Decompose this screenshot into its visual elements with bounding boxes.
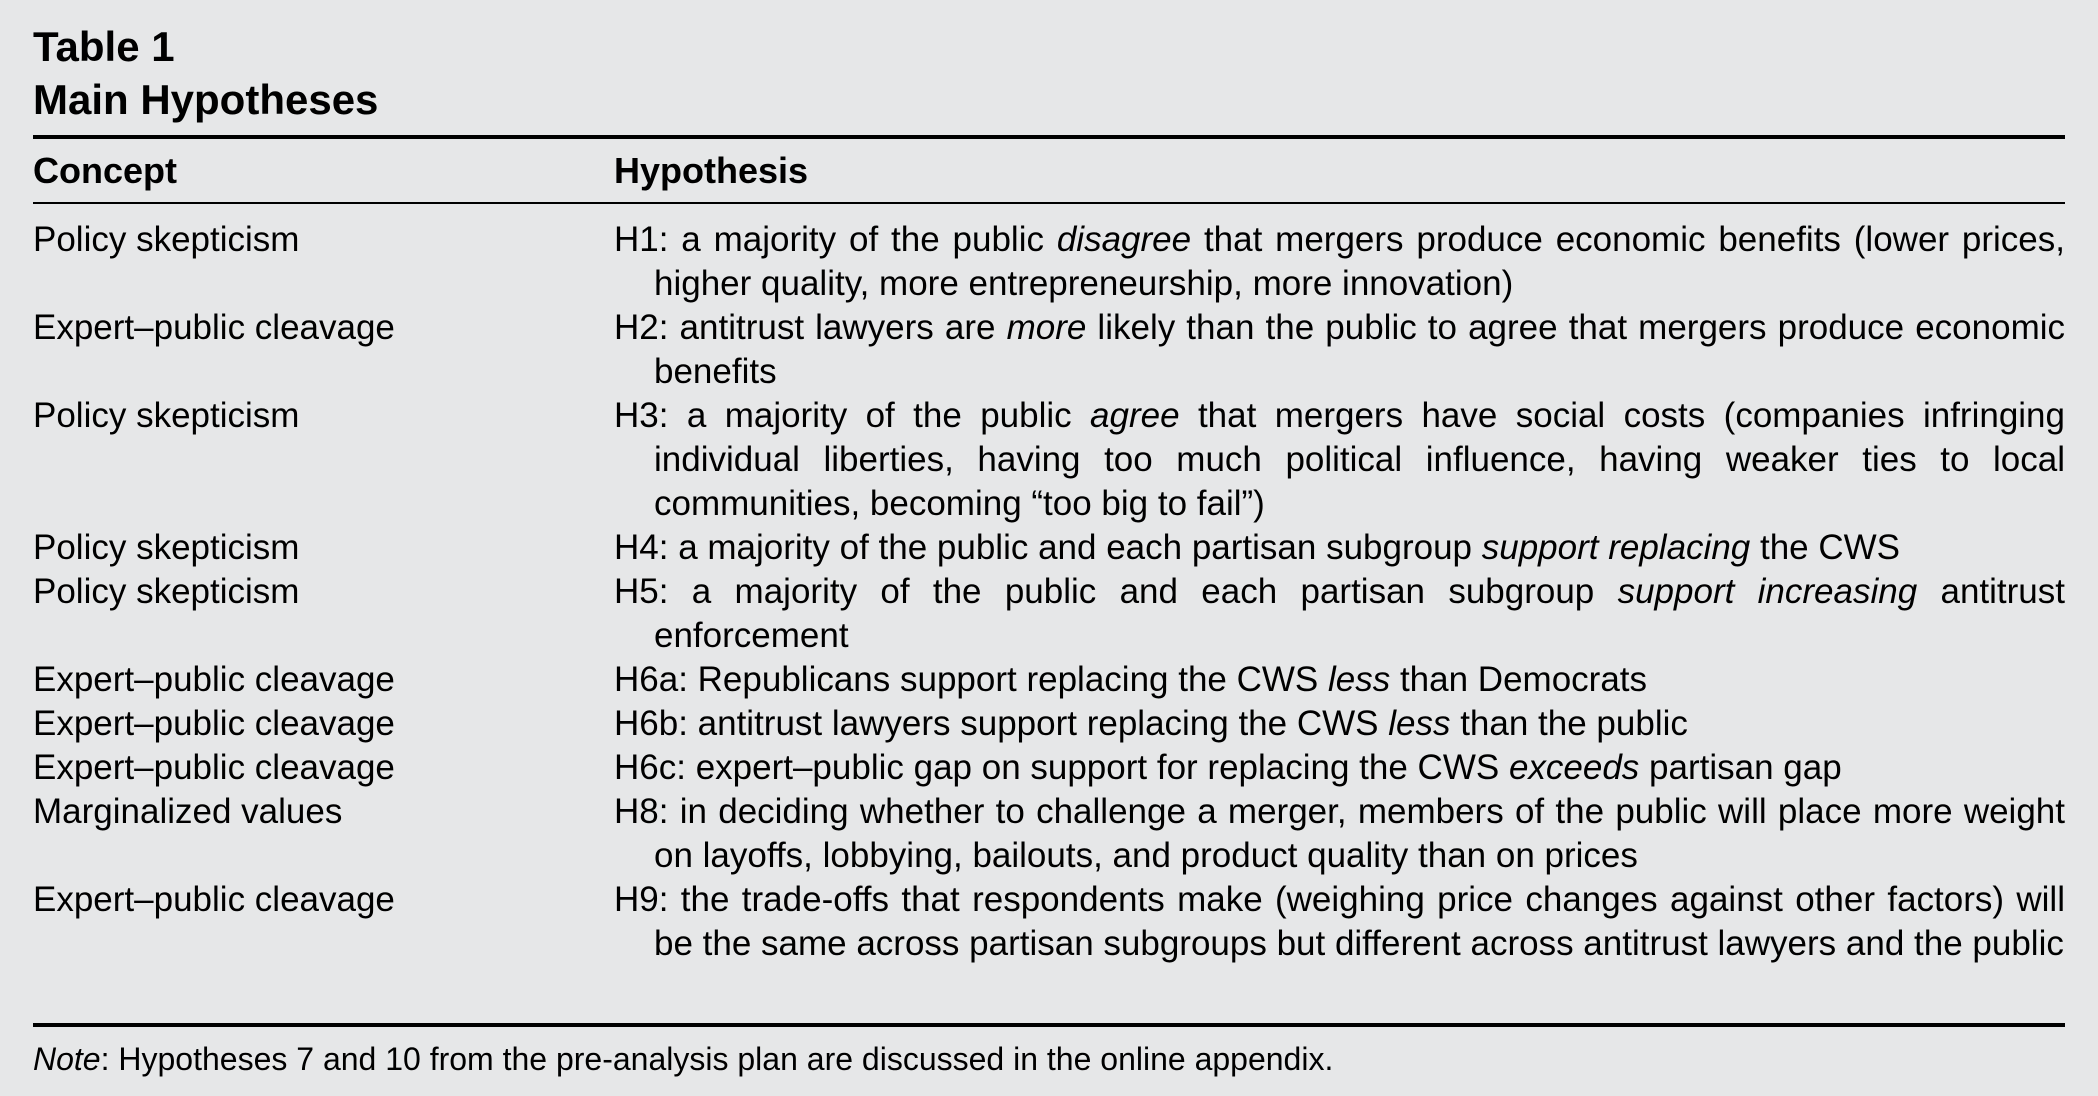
table-row: [33, 746, 2065, 790]
table-body: [33, 218, 2065, 966]
concept-cell: Policy skepticism: [33, 528, 300, 567]
note-text: : Hypotheses 7 and 10 from the pre-analysis plan are discussed in the online appendix.: [100, 1041, 1334, 1077]
table-row: [33, 702, 2065, 746]
hypothesis-cell: [614, 658, 2065, 702]
hypothesis-text: H1: a majority of the public: [614, 220, 1057, 259]
hypothesis-emphasis: more: [1006, 308, 1087, 347]
hypothesis-cell: [614, 746, 2065, 790]
hypothesis-cell: [614, 218, 2065, 306]
table-row: [33, 218, 2065, 306]
top-rule: [33, 135, 2065, 139]
hypothesis-text: H4: a majority of the public and each partisan subgroup: [614, 528, 1482, 567]
concept-cell: Expert–public cleavage: [33, 704, 395, 743]
hypothesis-text: than Democrats: [1390, 660, 1648, 699]
concept-cell: Expert–public cleavage: [33, 748, 395, 787]
hypothesis-emphasis: exceeds: [1508, 748, 1640, 787]
hypothesis-cell: [614, 394, 2065, 526]
hypothesis-text: H6c: expert–public gap on support for replacing the CWS: [614, 748, 1509, 787]
hypothesis-text: H6a: Republicans support replacing the CWS: [614, 660, 1328, 699]
hypothesis-emphasis: support replacing: [1481, 528, 1751, 567]
hypothesis-emphasis: less: [1388, 704, 1451, 743]
table-row: [33, 570, 2065, 658]
note-label: Note: [33, 1041, 101, 1077]
hypothesis-text: that mergers produce economic benefits (lower prices, higher quality, more entrepreneurship, more innovation): [654, 220, 2065, 303]
hypothesis-cell: [614, 526, 2065, 570]
concept-cell: Policy skepticism: [33, 220, 300, 259]
hypothesis-text: partisan gap: [1639, 748, 1842, 787]
table-note: [33, 1037, 1333, 1081]
hypothesis-text: H9: the trade-offs that respondents make (weighing price changes against other factors) will be the same across partisan subgroups but different across antitrust lawyers and the public: [614, 880, 2065, 963]
hypothesis-cell: [614, 570, 2065, 658]
hypothesis-cell: [614, 306, 2065, 394]
hypothesis-text: the CWS: [1750, 528, 1901, 567]
header-rule: [33, 202, 2065, 204]
hypothesis-text: that mergers have social costs (companies infringing individual liberties, having too much political influence, having weaker ties to local communities, becoming “too big to fail”): [654, 396, 2065, 523]
column-header-hypothesis: Hypothesis: [614, 150, 809, 191]
hypothesis-emphasis: less: [1327, 660, 1391, 699]
hypothesis-text: H8: in deciding whether to challenge a merger, members of the public will place more weight on layoffs, lobbying, bailouts, and product quality than on prices: [614, 792, 2065, 875]
hypothesis-text: H6b: antitrust lawyers support replacing the CWS: [614, 704, 1389, 743]
concept-cell: Policy skepticism: [33, 572, 300, 611]
table-row: [33, 790, 2065, 878]
concept-cell: Policy skepticism: [33, 396, 300, 435]
table-title-block: [33, 20, 378, 126]
hypothesis-emphasis: disagree: [1056, 220, 1192, 259]
bottom-rule: [33, 1023, 2065, 1027]
table-label: Table 1: [33, 23, 175, 70]
hypothesis-text: H3: a majority of the public: [614, 396, 1091, 435]
hypothesis-text: H2: antitrust lawyers are: [614, 308, 1007, 347]
concept-cell: Expert–public cleavage: [33, 660, 395, 699]
table-row: [33, 394, 2065, 526]
table-row: [33, 878, 2065, 966]
hypothesis-emphasis: support increasing: [1617, 572, 1918, 611]
concept-cell: Marginalized values: [33, 792, 343, 831]
hypothesis-emphasis: agree: [1090, 396, 1180, 435]
hypothesis-cell: [614, 702, 2065, 746]
table-row: [33, 658, 2065, 702]
table-row: [33, 526, 2065, 570]
concept-cell: Expert–public cleavage: [33, 308, 395, 347]
hypothesis-cell: [614, 790, 2065, 878]
concept-cell: Expert–public cleavage: [33, 880, 395, 919]
hypothesis-cell: [614, 878, 2065, 966]
table-title: Main Hypotheses: [33, 76, 379, 123]
hypothesis-text: antitrust enforcement: [654, 572, 2065, 655]
table-row: [33, 306, 2065, 394]
column-header-concept: Concept: [33, 150, 177, 191]
hypothesis-text: likely than the public to agree that mergers produce economic benefits: [654, 308, 2066, 391]
hypothesis-text: H5: a majority of the public and each partisan subgroup: [614, 572, 1618, 611]
hypothesis-text: than the public: [1450, 704, 1688, 743]
